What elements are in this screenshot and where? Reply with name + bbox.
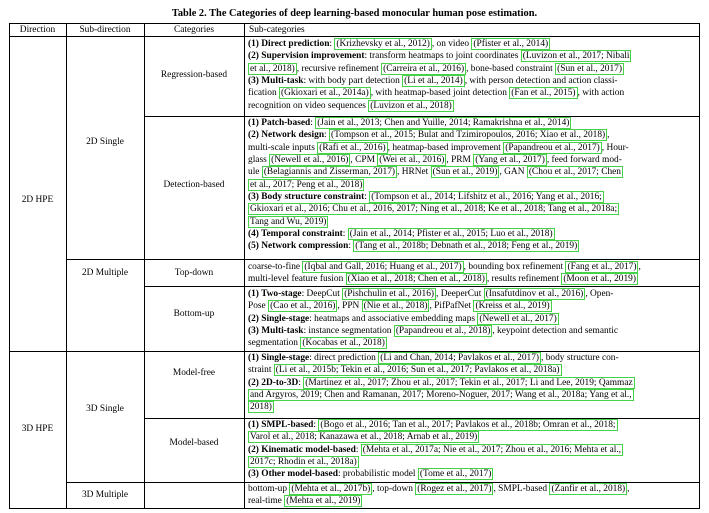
text-span: bottom-up — [248, 484, 290, 494]
category-bottom-up: Bottom-up — [173, 309, 215, 319]
subcategory-line — [248, 468, 698, 480]
citation-link[interactable]: (Jain et al., 2014; Pfister et al., 2015; Luo et al., 2018) — [349, 229, 553, 240]
citation-link[interactable]: (Rogez et al., 2017) — [417, 484, 492, 494]
text-span: , PPN — [337, 301, 362, 312]
citation-link[interactable]: (Iqbal and Gall, 2016; Huang et al., 2017) — [304, 262, 462, 272]
citation-link[interactable]: (Luvizon et al., 2017; Nibali — [522, 51, 630, 62]
text-span: , body structure con- — [541, 353, 619, 363]
rule-col1 — [66, 23, 67, 509]
text-span: , keypoint detection and semantic — [492, 326, 619, 337]
subcategory-line — [248, 240, 698, 252]
rule-2d-single — [66, 259, 699, 260]
citation-link[interactable]: et al., 2017; Peng et al., 2018) — [250, 179, 363, 190]
subcats-3d-multiple — [248, 483, 698, 508]
citation-link[interactable]: Tang and Wu, 2019) — [250, 216, 327, 227]
subcats-bottom-up — [248, 288, 698, 350]
citation-link[interactable]: (Tompson et al., 2015; Bulat and Tzimiropoulos, 2016; Xiao et al., 2018) — [331, 130, 606, 141]
text-span: : DeepCut — [301, 289, 343, 299]
subcategory-label: (1) SMPL-based — [248, 420, 314, 430]
text-span: , — [638, 262, 641, 272]
text-span: : — [324, 130, 329, 141]
header-categories: Categories — [173, 25, 215, 35]
rule-left — [9, 23, 10, 509]
subcategory-line — [248, 179, 698, 191]
citation-link[interactable]: (Kreiss et al., 2019) — [475, 301, 550, 312]
subcategory-label: (2) Single-stage — [248, 313, 310, 324]
citation-link[interactable]: (Nie et al., 2018) — [363, 301, 428, 312]
citation-link[interactable]: (Yang et al., 2017) — [475, 155, 545, 166]
text-span: segmentation — [248, 338, 301, 349]
citation-link[interactable]: (Pfister et al., 2014) — [473, 39, 549, 49]
text-span: Pose — [248, 301, 269, 312]
subcategory-label: (1) Direct prediction — [248, 39, 330, 49]
citation-link[interactable]: (Martinez et al., 2017; Zhou et al., 2017; Tekin et al., 2017; Li and Lee, 2019; Qammaz — [305, 377, 633, 388]
subdir-3d-single: 3D Single — [86, 404, 124, 414]
table-caption: Table 2. The Categories of deep learning-based monocular human pose estimation. — [171, 8, 538, 19]
text-span: , bone-based constraint — [466, 63, 556, 74]
subcategory-line — [248, 364, 698, 376]
text-span: : — [348, 241, 354, 252]
subcategory-line — [248, 288, 698, 300]
subcategory-line — [248, 325, 698, 337]
subcategory-line — [248, 352, 698, 364]
citation-link[interactable]: (Mehta et al., 2017a; Nie et al., 2017; Zhou et al., 2016; Mehta et al., — [362, 444, 622, 455]
text-span: : with body part detection — [303, 76, 403, 87]
subcategory-label: (3) Multi-task — [248, 326, 304, 337]
subdir-3d-multiple: 3D Multiple — [81, 490, 129, 500]
subdir-2d-multiple: 2D Multiple — [81, 268, 129, 278]
subcategory-label: (4) Temporal constraint — [248, 229, 343, 240]
subcats-top-down — [248, 261, 698, 286]
subcategory-label: (2) 2D-to-3D — [248, 377, 299, 388]
subcategory-line — [248, 142, 698, 154]
subcategory-line — [248, 154, 698, 166]
rule-bottom — [9, 508, 699, 509]
subcategory-line — [248, 75, 698, 87]
category-regression-based: Regression-based — [160, 70, 228, 80]
citation-link[interactable]: (Mehta et al., 2017b) — [291, 484, 371, 494]
subcategory-line — [248, 203, 698, 215]
subcategory-label: (2) Supervision improvement — [248, 51, 365, 62]
citation-link[interactable]: (Gkioxari et al., 2014a) — [280, 88, 369, 99]
text-span: , PifPafNet — [429, 301, 474, 312]
citation-link[interactable]: et al., 2018) — [250, 63, 295, 74]
subcategory-line — [248, 166, 698, 178]
citation-link[interactable]: (Fan et al., 2015) — [511, 88, 576, 99]
text-span: , on video — [431, 39, 472, 49]
citation-link[interactable]: (Luvizon et al., 2018) — [370, 100, 452, 111]
header-direction: Direction — [19, 25, 56, 35]
citation-link[interactable]: (Tang et al., 2018b; Debnath et al., 2018; Feng et al., 2019) — [355, 241, 578, 252]
subcategory-line — [248, 300, 698, 312]
text-span: , feed forward mod- — [546, 155, 622, 166]
citation-link[interactable]: (Rafi et al., 2016) — [319, 142, 386, 153]
text-span: , with action — [577, 88, 625, 99]
text-span: : instance segmentation — [303, 326, 394, 337]
text-span: ule — [248, 167, 262, 178]
text-span: : — [364, 192, 370, 203]
category-model-based: Model-based — [169, 438, 219, 448]
text-span: , CPM — [350, 155, 378, 166]
subcategory-label: (5) Network compression — [248, 241, 349, 252]
text-span: multi-level feature fusion — [248, 274, 346, 285]
citation-link[interactable]: (Newell et al., 2017) — [479, 313, 557, 324]
citation-link[interactable]: Gkioxari et al., 2016; Chu et al., 2016, 2017; Ning et al., 2018; Ke et al., 2018; Tang et al., 2018a; — [250, 204, 618, 215]
text-span: , with person detection and action classi- — [464, 76, 618, 87]
header-sub-direction: Sub-direction — [79, 25, 131, 35]
direction-3d-hpe: 3D HPE — [21, 424, 54, 434]
citation-link[interactable]: (Papandreou et al., 2018) — [395, 326, 491, 337]
text-span: : — [355, 444, 361, 455]
subcategory-label: (3) Body structure constraint — [248, 192, 365, 203]
text-span: , Open- — [585, 289, 614, 299]
subcategory-label: (2) Network design — [248, 130, 325, 141]
subcategory-line — [248, 444, 698, 456]
subcategory-label: (1) Two-stage — [248, 289, 302, 299]
text-span: , SMPL-based — [493, 484, 550, 494]
text-span: glass — [248, 155, 270, 166]
citation-link[interactable]: (Kocabas et al., 2018) — [302, 338, 385, 349]
rule-topdown — [144, 286, 699, 287]
citation-link[interactable]: Varol et al., 2018; Kanazawa et al., 2018; Arnab et al., 2019) — [250, 432, 478, 443]
subcategory-line — [248, 313, 698, 325]
subcategory-line — [248, 401, 698, 413]
subcategory-label: (3) Other model-based — [248, 469, 338, 480]
subcategory-line — [248, 191, 698, 203]
text-span: : — [298, 377, 304, 388]
subcategory-line — [248, 87, 698, 99]
text-span: : — [310, 118, 316, 128]
citation-link[interactable]: (Li et al., 2014) — [404, 76, 463, 87]
citation-link[interactable]: (Carreira et al., 2016) — [383, 63, 465, 74]
citation-link[interactable]: (Wei et al., 2016) — [379, 155, 445, 166]
text-span: , — [627, 484, 630, 494]
subdir-2d-single: 2D Single — [86, 137, 124, 147]
text-span: , results refinement — [486, 274, 562, 285]
citation-link[interactable]: (Papandreou et al., 2017) — [505, 142, 600, 153]
citation-link[interactable]: (Tome et al., 2017) — [419, 469, 492, 480]
rule-right — [699, 23, 700, 509]
text-span: : — [342, 229, 348, 240]
subcats-model-free — [248, 352, 698, 414]
text-span: , GAN — [499, 167, 527, 178]
text-span: straint — [248, 365, 274, 376]
text-span: : — [329, 39, 335, 49]
subcategory-line — [248, 129, 698, 141]
categories-table — [9, 23, 700, 508]
header-sub-categories: Sub-categories — [249, 25, 305, 35]
subcategory-line — [248, 337, 698, 349]
text-span: , Hour- — [601, 142, 629, 153]
citation-link[interactable]: and Argyros, 2019; Chen and Ramanan, 2017; Moreno-Noguer, 2017; Wang et al., 2018a; Yang et al., — [250, 390, 632, 401]
category-top-down: Top-down — [174, 268, 214, 278]
subcategory-line — [248, 50, 698, 62]
citation-link[interactable]: (Li et al., 2015b; Tekin et al., 2016; Sun et al., 2017; Pavlakos et al., 2018a) — [275, 365, 560, 376]
text-span: , PRM — [446, 155, 474, 166]
citation-link[interactable]: (Jain et al., 2013; Chen and Yuille, 2014; Ramakrishna et al., 2014) — [317, 118, 570, 128]
citation-link[interactable]: (Li and Chan, 2014; Pavlakos et al., 2017) — [380, 353, 540, 363]
citation-link[interactable]: (Belagiannis and Zisserman, 2017) — [263, 167, 396, 178]
text-span: multi-scale inputs — [248, 142, 318, 153]
text-span: : heatmaps and associative embedding maps — [309, 313, 478, 324]
subcategory-line — [248, 456, 698, 468]
text-span: , recursive refinement — [296, 63, 382, 74]
subcategory-line — [248, 100, 698, 112]
citation-link[interactable]: (Newell et al., 2016) — [271, 155, 349, 166]
citation-link[interactable]: (Fang et al., 2017) — [567, 262, 637, 272]
citation-link[interactable]: (Xiao et al., 2018; Chen et al., 2018) — [347, 274, 485, 285]
text-span: , heatmap-based improvement — [387, 142, 504, 153]
citation-link[interactable]: (Mehta et al., 2019) — [286, 496, 361, 507]
citation-link[interactable]: (Insafutdinov et al., 2016) — [485, 289, 584, 299]
subcategory-line — [248, 216, 698, 228]
citation-link[interactable]: (Pishchulin et al., 2016) — [344, 289, 435, 299]
citation-link[interactable]: 2017c; Rhodin et al., 2018a) — [250, 457, 357, 468]
subcategory-line — [248, 495, 698, 507]
subcategory-line — [248, 228, 698, 240]
subcategory-line — [248, 273, 698, 285]
subcategory-line — [248, 431, 698, 443]
subcats-regression — [248, 38, 698, 112]
text-span: real-time — [248, 496, 285, 507]
subcats-model-based — [248, 419, 698, 481]
text-span: , bounding box refinement — [463, 262, 566, 272]
citation-link[interactable]: (Moon et al., 2019) — [563, 274, 636, 285]
citation-link[interactable]: (Chou et al., 2017; Chen — [528, 167, 621, 178]
text-span: recognition on video sequences — [248, 100, 369, 111]
citation-link[interactable]: (Zanfir et al., 2018) — [551, 484, 626, 494]
text-span: , DeeperCut — [436, 289, 484, 299]
citation-link[interactable]: 2018) — [250, 402, 272, 413]
text-span: , with heatmap-based joint detection — [370, 88, 510, 99]
text-span: , top-down — [372, 484, 416, 494]
text-span: : — [313, 420, 319, 430]
subcats-detection — [248, 117, 698, 253]
subcategory-line — [248, 38, 698, 50]
subcategory-line — [248, 117, 698, 129]
text-span: coarse-to-fine — [248, 262, 303, 272]
text-span: fication — [248, 88, 279, 99]
subcategory-label: (2) Kinematic model-based — [248, 444, 356, 455]
citation-link[interactable]: (Tompson et al., 2014; Lifshitz et al., 2016; Yang et al., 2016; — [371, 192, 602, 203]
category-detection-based: Detection-based — [163, 180, 225, 190]
text-span: : transform heatmaps to joint coordinates — [364, 51, 521, 62]
subcategory-line — [248, 483, 698, 495]
text-span: , HRNet — [397, 167, 431, 178]
citation-link[interactable]: (Krizhevsky et al., 2012) — [336, 39, 430, 49]
subcategory-line — [248, 419, 698, 431]
subcategory-label: (1) Patch-based — [248, 118, 311, 128]
citation-link[interactable]: (Cao et al., 2016) — [270, 301, 336, 312]
direction-2d-hpe: 2D HPE — [21, 195, 54, 205]
category-model-free: Model-free — [172, 368, 216, 378]
citation-link[interactable]: (Bogo et al., 2016; Tan et al., 2017; Pavlakos et al., 2018b; Omran et al., 2018; — [320, 420, 616, 430]
subcategory-label: (1) Single-stage — [248, 353, 310, 363]
text-span: : direct prediction — [309, 353, 379, 363]
citation-link[interactable]: (Sun et al., 2019) — [432, 167, 498, 178]
citation-link[interactable]: (Sun et al., 2017) — [557, 63, 622, 74]
subcategory-line — [248, 389, 698, 401]
subcategory-line — [248, 63, 698, 75]
rule-col3 — [244, 23, 245, 509]
text-span: , — [607, 130, 610, 141]
text-span: : probabilistic model — [337, 469, 418, 480]
subcategory-label: (3) Multi-task — [248, 76, 304, 87]
subcategory-line — [248, 377, 698, 389]
subcategory-line — [248, 261, 698, 273]
